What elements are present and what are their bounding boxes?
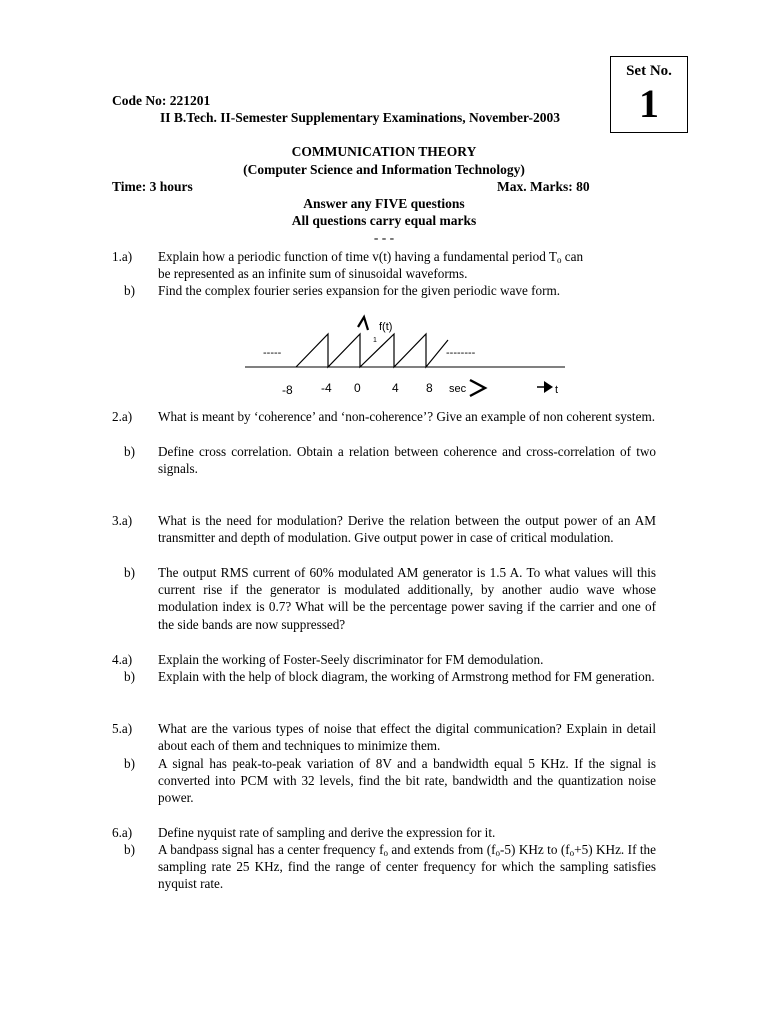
waveform-svg xyxy=(240,310,580,402)
branch-title: (Computer Science and Information Technology) xyxy=(243,162,525,177)
question-text: -5) KHz to xyxy=(500,842,558,857)
question-1b-text: Find the complex fourier series expansion for the given periodic wave form. xyxy=(158,283,561,298)
question-sub-label: b) xyxy=(124,444,135,459)
max-marks: Max. Marks: 80 xyxy=(497,179,590,194)
question-3b-text: The output RMS current of 60% modulated AM generator is 1.5 A. To what values will this current rise if the generator is modulated additionally, by another audio wave whose modulation index is 0.7? What will be the percentage power saving if the carrier and one of the side bands are now suppressed? xyxy=(158,565,656,632)
f-axis-label: f(t) xyxy=(379,321,393,333)
question-text: +5) KHz. If the sampling rate 25 KHz, find the range of center frequency for which the sampling satisfies nyquist rate. xyxy=(158,842,657,892)
waveform-figure xyxy=(240,310,580,407)
code-number: Code No: 221201 xyxy=(112,93,211,108)
question-sub-label: b) xyxy=(124,283,135,298)
question-text: A bandpass signal has a center frequency f xyxy=(158,842,384,857)
question-3a-text: What is the need for modulation? Derive the relation between the output power of an AM transmitter and depth of modulation. Give output power in case of critical modulation. xyxy=(158,513,656,546)
subscript: o xyxy=(556,255,562,265)
dash-left: ----- xyxy=(263,347,282,359)
tick-label: 8 xyxy=(426,381,433,395)
instruction-2: All questions carry equal marks xyxy=(291,213,477,228)
question-5a-text: What are the various types of noise that effect the digital communication? Explain in detail about each of them and techniques to minimize them. xyxy=(158,721,656,754)
question-2b-text: Define cross correlation. Obtain a relation between coherence and cross-correlation of two signals. xyxy=(158,444,656,477)
separator: - - - xyxy=(373,230,395,245)
tick-label: 0 xyxy=(354,381,361,395)
set-label: Set No. xyxy=(626,63,672,79)
set-number: 1 xyxy=(639,81,659,126)
amplitude-mark: 1 xyxy=(373,337,377,344)
question-1a-line1 xyxy=(158,248,656,265)
exam-title: II B.Tech. II-Semester Supplementary Examinations, November-2003 xyxy=(160,110,560,125)
subscript: o xyxy=(495,848,500,858)
t-arrow-icon xyxy=(544,381,553,393)
question-2a-text: What is meant by ‘coherence’ and ‘non-coherence’? Give an example of non coherent system. xyxy=(158,409,655,424)
question-6a-text: Define nyquist rate of sampling and derive the expression for it. xyxy=(158,825,496,840)
question-sub-label: b) xyxy=(124,565,135,580)
tick-label: -4 xyxy=(321,381,332,395)
t-label: t xyxy=(555,384,559,396)
question-sub-label: b) xyxy=(124,669,135,684)
question-number: 4.a) xyxy=(112,652,133,667)
question-1a-line2: be represented as an infinite sum of sinusoidal waveforms. xyxy=(158,266,468,281)
question-text: Explain how a periodic function of time v(t) having a fundamental period T xyxy=(158,249,557,264)
question-number: 3.a) xyxy=(112,513,133,528)
question-number: 6.a) xyxy=(112,825,133,840)
sec-label: sec xyxy=(449,383,467,395)
question-sub-label: b) xyxy=(124,756,135,771)
question-6b-text xyxy=(158,841,656,893)
dash-right: -------- xyxy=(446,347,476,359)
subject-title: COMMUNICATION THEORY xyxy=(291,144,477,159)
set-number-box xyxy=(610,56,688,133)
instruction-1: Answer any FIVE questions xyxy=(303,196,465,211)
question-text: and extends from (f xyxy=(387,842,496,857)
exam-time: Time: 3 hours xyxy=(112,179,193,194)
question-5b-text: A signal has peak-to-peak variation of 8V and a bandwidth equal 5 KHz. If the signal is converted into PCM with 32 levels, find the bit rate, bandwidth and the quantization noise power. xyxy=(158,756,656,806)
subscript: o xyxy=(569,848,575,858)
question-4a-text: Explain the working of Foster-Seely discriminator for FM demodulation. xyxy=(158,652,544,667)
question-number: 2.a) xyxy=(112,409,133,424)
tick-label: 4 xyxy=(392,381,399,395)
question-number: 1.a) xyxy=(112,249,133,264)
question-4b-text: Explain with the help of block diagram, the working of Armstrong method for FM generation. xyxy=(158,669,655,684)
question-sub-label: b) xyxy=(124,842,135,857)
question-number: 5.a) xyxy=(112,721,133,736)
question-text: (f xyxy=(560,842,570,857)
question-text: can xyxy=(561,249,584,264)
f-axis-arrow xyxy=(358,317,368,330)
sawtooth-wave xyxy=(296,334,448,367)
subscript: o xyxy=(383,848,388,858)
sec-arrow-icon xyxy=(470,380,485,396)
tick-label: -8 xyxy=(282,383,293,397)
